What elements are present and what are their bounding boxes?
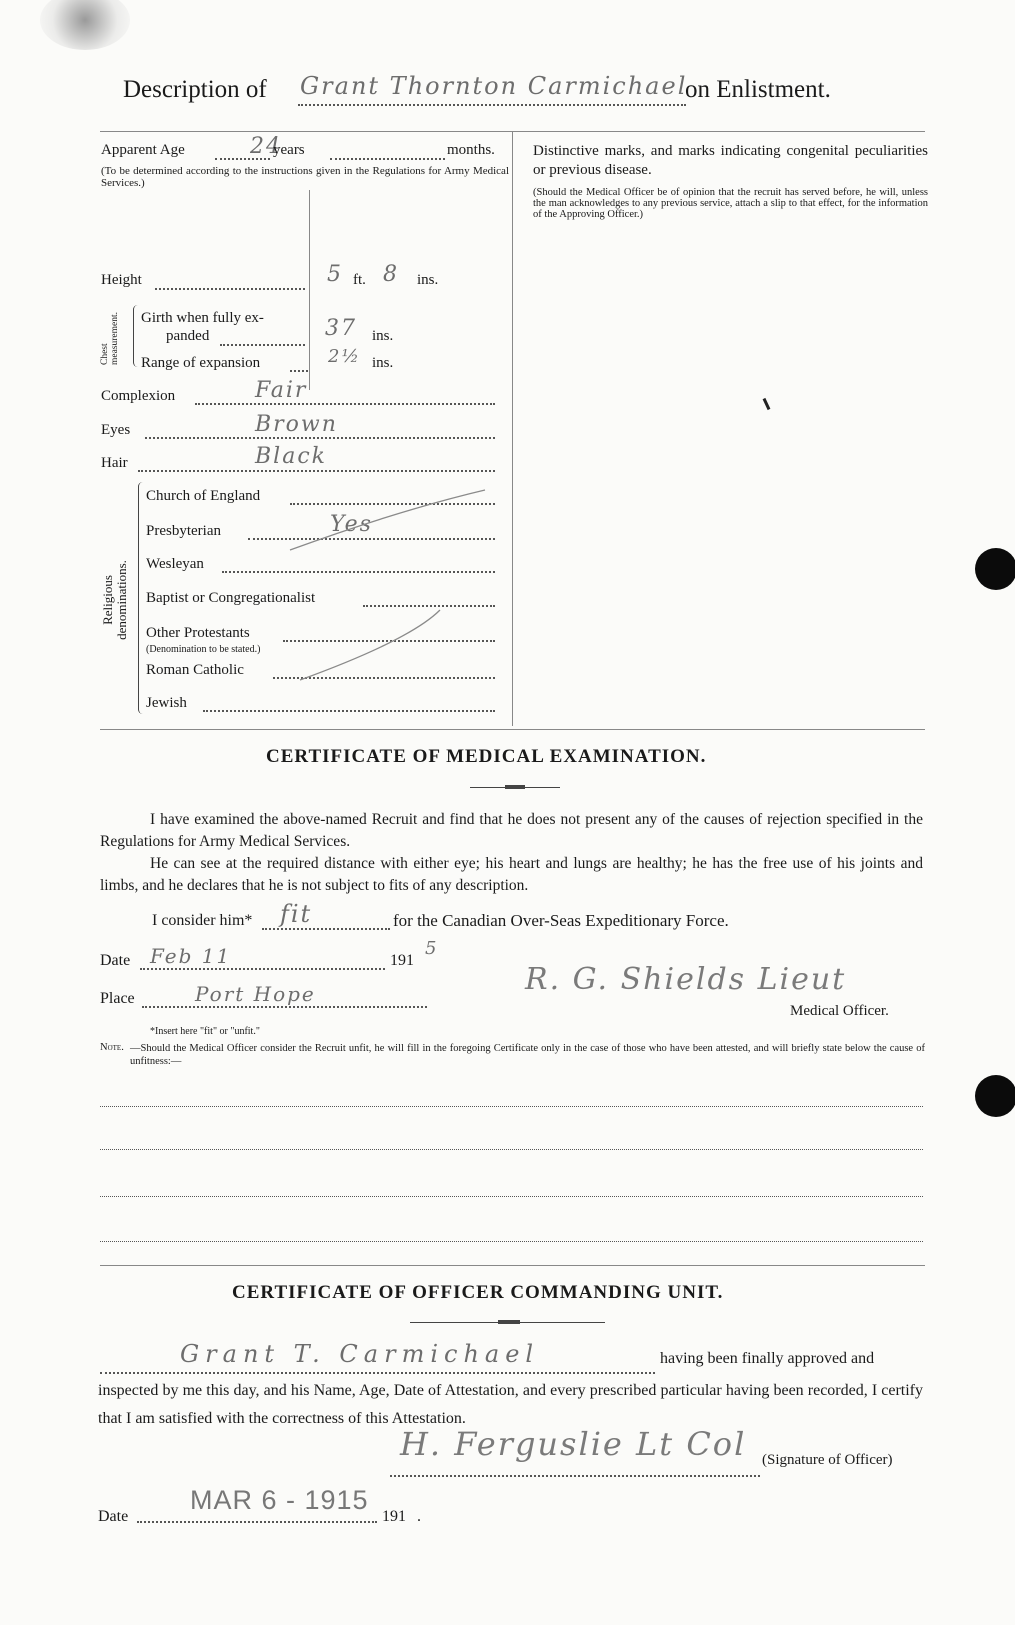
range-value: 2½ (328, 346, 361, 367)
chest-side-label: Chest measurement. (100, 311, 120, 365)
title-prefix: Description of (123, 76, 267, 103)
commanding-heading-ornament (498, 1320, 520, 1324)
commanding-officer-signature: H. Ferguslie Lt Col (400, 1425, 747, 1463)
medical-para-2: He can see at the required distance with either eye; his heart and lungs are healthy; he has the free use of his joints and limbs, and he declares that he is not subject to fits of any description. (100, 855, 923, 894)
complexion-dots (195, 403, 495, 405)
religion-side-label: Religious denominations. (100, 560, 129, 640)
title-dotted-line (298, 104, 686, 106)
medical-date-label: Date (100, 952, 131, 969)
medical-officer-label: Medical Officer. (790, 1003, 889, 1019)
medical-year-value: 5 (425, 938, 439, 959)
age-value: 24 (250, 134, 282, 159)
unfitness-line-3 (100, 1196, 923, 1197)
commanding-heading: CERTIFICATE OF OFFICER COMMANDING UNIT. (232, 1282, 724, 1303)
religion-baptist: Baptist or Congregationalist (146, 590, 316, 606)
medical-place-dots (142, 1006, 427, 1008)
range-dots (290, 370, 308, 372)
signature-of-officer-label: (Signature of Officer) (762, 1452, 893, 1468)
medical-heading-ornament (505, 785, 525, 789)
eyes-label: Eyes (101, 422, 131, 438)
distinctive-marks-note: (Should the Medical Officer be of opinion that the recruit has served before, he will, unless the man acknowledges to any previous service, attach a slip to that effect, for the information of the Approving Officer.) (533, 187, 928, 220)
height-ft-value: 5 (327, 262, 343, 287)
unfitness-line-4 (100, 1241, 923, 1242)
column-divider (512, 131, 513, 726)
punch-hole-top (975, 548, 1015, 590)
religion-roman-catholic: Roman Catholic (146, 662, 244, 678)
unfitness-line-2 (100, 1149, 923, 1150)
consider-dots (262, 928, 390, 930)
religion-other-note: (Denomination to be stated.) (146, 644, 261, 655)
medical-date-value: Feb 11 (150, 944, 232, 968)
age-note: (To be determined according to the instructions given in the Regulations for Army Medical Services.) (101, 165, 509, 189)
pen-mark (763, 398, 771, 410)
note-text: —Should the Medical Officer consider the Recruit unfit, he will fill in the foregoing Certificate only in the case of those who have been attested, and will briefly state below the cause of unfitness:— (130, 1043, 925, 1067)
medical-place-value: Port Hope (195, 982, 316, 1006)
religion-other-protestants: Other Protestants (146, 625, 250, 641)
medical-year-prefix: 191 (390, 952, 414, 969)
girth-label-2: panded (166, 328, 210, 344)
religion-church-of-england: Church of England (146, 488, 261, 504)
range-unit: ins. (372, 355, 394, 371)
commanding-name-dots (100, 1372, 655, 1374)
range-label: Range of expansion (141, 355, 261, 371)
complexion-label: Complexion (101, 388, 176, 404)
consider-suffix: for the Canadian Over-Seas Expeditionary Force. (393, 911, 729, 930)
insert-note: *Insert here "fit" or "unfit." (150, 1026, 260, 1037)
commanding-name-value: Grant T. Carmichael (180, 1340, 540, 1368)
medical-para-1: I have examined the above-named Recruit and find that he does not present any of the causes of rejection specified in the Regulations for Army Medical Services. (100, 811, 923, 850)
religion-wesleyan: Wesleyan (146, 556, 204, 572)
note-label: Note. (100, 1042, 124, 1053)
medical-officer-signature: R. G. Shields Lieut (525, 962, 847, 997)
girth-unit: ins. (372, 328, 394, 344)
height-label: Height (101, 272, 142, 288)
punch-hole-bottom (975, 1075, 1015, 1117)
value-column-line (309, 190, 310, 390)
unfitness-line-1 (100, 1106, 923, 1107)
recruit-name-handwritten: Grant Thornton Carmichael (300, 72, 688, 100)
medical-date-dots (140, 968, 385, 970)
scan-smudge (40, 0, 130, 50)
title-suffix: on Enlistment. (685, 76, 831, 103)
girth-dots (220, 344, 305, 346)
age-dots (215, 158, 270, 160)
complexion-value: Fair (255, 378, 308, 403)
religion-jewish: Jewish (146, 695, 187, 711)
section-rule-2 (100, 1265, 925, 1266)
commanding-para-rest: inspected by me this day, and his Name, Age, Date of Attestation, and every prescribed particular having been recorded, I certify that I am satisfied with the correctness of this Attestation. (98, 1382, 923, 1427)
presbyterian-value: Yes (330, 512, 373, 537)
commanding-signature-dots (390, 1475, 760, 1477)
commanding-para-start: having been finally approved and (660, 1350, 875, 1367)
height-ft-label: ft. (353, 272, 366, 288)
height-in-label: ins. (417, 272, 439, 288)
consider-value: fit (280, 900, 313, 928)
consider-prefix: I consider him* (152, 912, 253, 929)
religion-pen-strokes (280, 480, 500, 690)
medical-place-label: Place (100, 990, 135, 1007)
hair-label: Hair (101, 455, 128, 471)
eyes-value: Brown (255, 412, 338, 437)
medical-heading: CERTIFICATE OF MEDICAL EXAMINATION. (266, 746, 707, 767)
religion-dots-7 (203, 710, 495, 712)
distinctive-marks-heading: Distinctive marks, and marks indicating congenital peculiarities or previous disease. (533, 143, 928, 178)
hair-dots (138, 470, 495, 472)
commanding-date-label: Date (98, 1508, 129, 1525)
commanding-date-stamp: MAR 6 - 1915 (190, 1485, 369, 1515)
age-label: Apparent Age (101, 142, 185, 158)
girth-label-1: Girth when fully ex- (141, 310, 264, 326)
eyes-dots (145, 437, 495, 439)
section-rule-1 (100, 729, 925, 730)
commanding-year-prefix: 191 (382, 1508, 406, 1525)
religion-presbyterian: Presbyterian (146, 523, 221, 539)
months-dots (330, 158, 445, 160)
hair-value: Black (255, 444, 327, 469)
age-years-label: years (273, 142, 305, 158)
girth-value: 37 (325, 316, 357, 341)
height-in-value: 8 (383, 262, 399, 287)
height-dots (155, 288, 305, 290)
commanding-year-suffix: . (417, 1508, 421, 1525)
commanding-date-dots (137, 1521, 377, 1523)
age-months-label: months. (447, 142, 495, 158)
